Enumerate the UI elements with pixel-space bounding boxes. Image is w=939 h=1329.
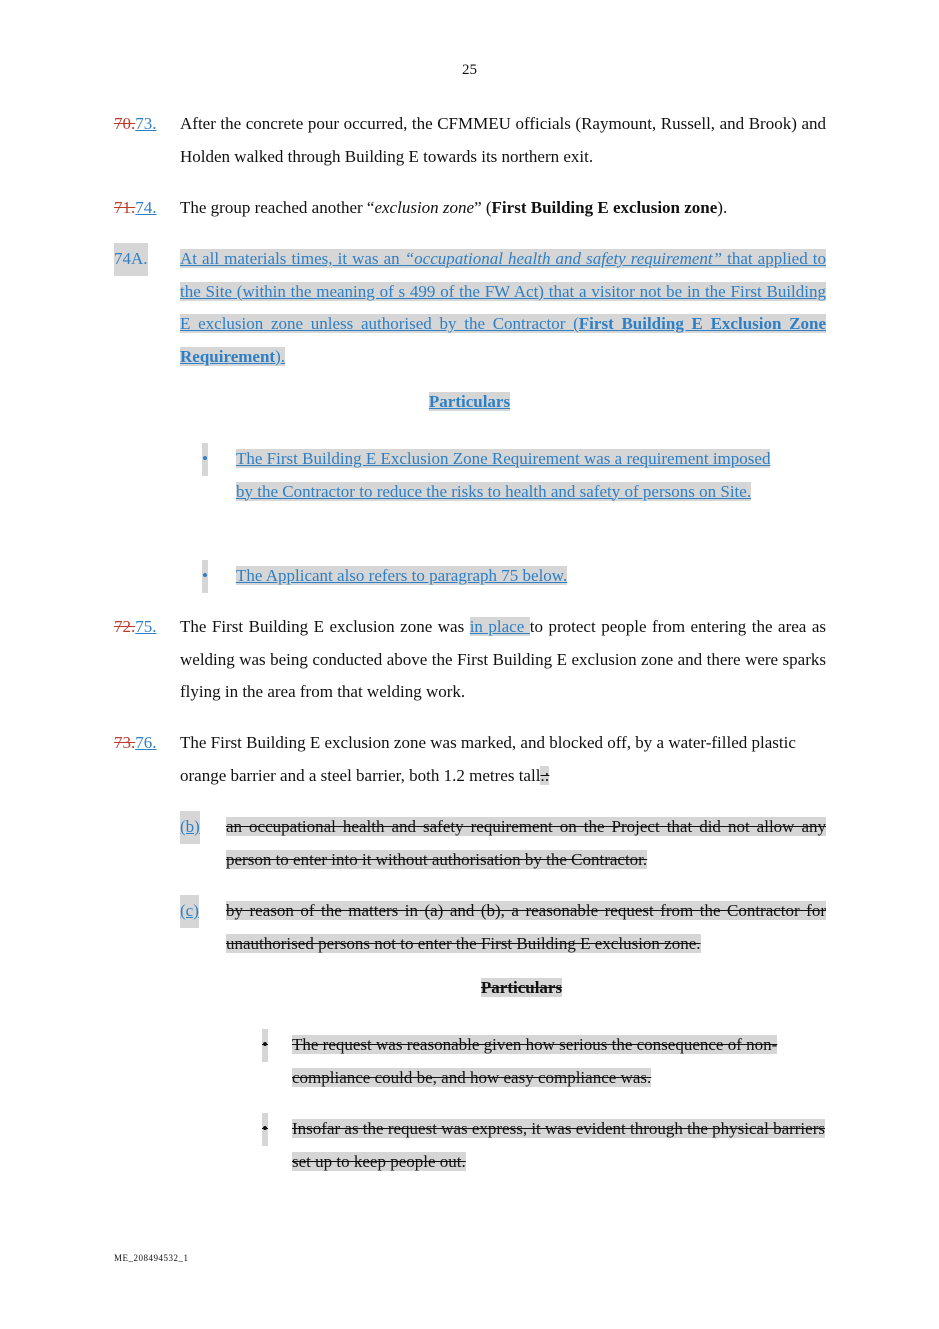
document-reference: ME_208494532_1 — [114, 1253, 189, 1263]
subparagraph-c — [180, 895, 826, 960]
paragraph-number — [114, 192, 157, 225]
deleted-text: by reason of the matters in (a) and (b), a reasonable request from the Contractor for unauthorised persons not to enter the First Building E exclusion zone. — [226, 901, 826, 953]
inserted-text: in place — [469, 617, 530, 636]
subparagraph-label: (b) — [180, 811, 200, 844]
paragraph-74a — [114, 243, 826, 373]
particulars-heading: Particulars — [428, 392, 511, 411]
paragraph-74 — [114, 192, 826, 225]
inserted-number: 75. — [135, 617, 157, 636]
deleted-bullet: • Insofar as the request was express, it was evident through the physical barriers set up to keep people out. — [262, 1113, 826, 1178]
inserted-number: 74. — [135, 198, 157, 217]
paragraph-76 — [114, 727, 826, 792]
inserted-number: 73. — [135, 114, 157, 133]
particulars-bullet: • The Applicant also refers to paragraph 75 below. — [202, 560, 772, 593]
paragraph-number — [114, 611, 157, 644]
particulars-heading-deleted: Particulars — [480, 978, 563, 997]
deleted-number: 72. — [114, 617, 136, 636]
subparagraph-b — [180, 811, 826, 876]
paragraph-text: The First Building E exclusion zone was in place to protect people from entering the area as welding was being conducted above the First Building E exclusion zone and there were sparks flying in the area from that welding work. — [180, 617, 826, 701]
paragraph-75 — [114, 611, 826, 709]
defined-term: First Building E exclusion zone — [491, 198, 718, 217]
page-number: 25 — [462, 62, 477, 78]
bullet-icon: • — [262, 1029, 268, 1062]
particulars-bullet: • The First Building E Exclusion Zone Requirement was a requirement imposed by the Contractor to reduce the risks to health and safety of persons on Site. — [202, 443, 772, 508]
paragraph-number — [114, 108, 157, 141]
inserted-number: 76. — [135, 733, 157, 752]
paragraph-text: At all materials times, it was an “occupational health and safety requirement” that applied to the Site (within the meaning of s 499 of the FW Act) that a visitor not be in the First Building E exclusion zone unless authorised by the Contractor (First Building E Exclusion Zone Requirement). — [180, 249, 826, 366]
deleted-text: .: — [540, 765, 550, 785]
paragraph-number — [114, 727, 157, 760]
paragraph-text: After the concrete pour occurred, the CFMMEU officials (Raymount, Russell, and Brook) and Holden walked through Building E towards its northern exit. — [180, 114, 826, 166]
bullet-icon: • — [202, 560, 208, 593]
bullet-icon: • — [262, 1113, 268, 1146]
subparagraph-label: (c) — [180, 895, 199, 928]
deleted-number: 73. — [114, 733, 136, 752]
deleted-bullet: • The request was reasonable given how serious the consequence of non-compliance could be, and how easy compliance was. — [262, 1029, 826, 1094]
bullet-icon: • — [202, 443, 208, 476]
defined-term: First Building E Exclusion Zone Requirement — [180, 314, 826, 366]
paragraph-number: 74A. — [114, 243, 148, 276]
deleted-number: 71. — [114, 198, 136, 217]
paragraph-73 — [114, 108, 826, 173]
paragraph-text: The First Building E exclusion zone was marked, and blocked off, by a water-filled plastic orange barrier and a steel barrier, both 1.2 metres tall.: — [180, 733, 796, 785]
deleted-text: an occupational health and safety requirement on the Project that did not allow any person to enter into it without authorisation by the Contractor. — [226, 817, 826, 869]
paragraph-text: The group reached another “exclusion zone” (First Building E exclusion zone). — [180, 198, 728, 217]
deleted-number: 70. — [114, 114, 136, 133]
